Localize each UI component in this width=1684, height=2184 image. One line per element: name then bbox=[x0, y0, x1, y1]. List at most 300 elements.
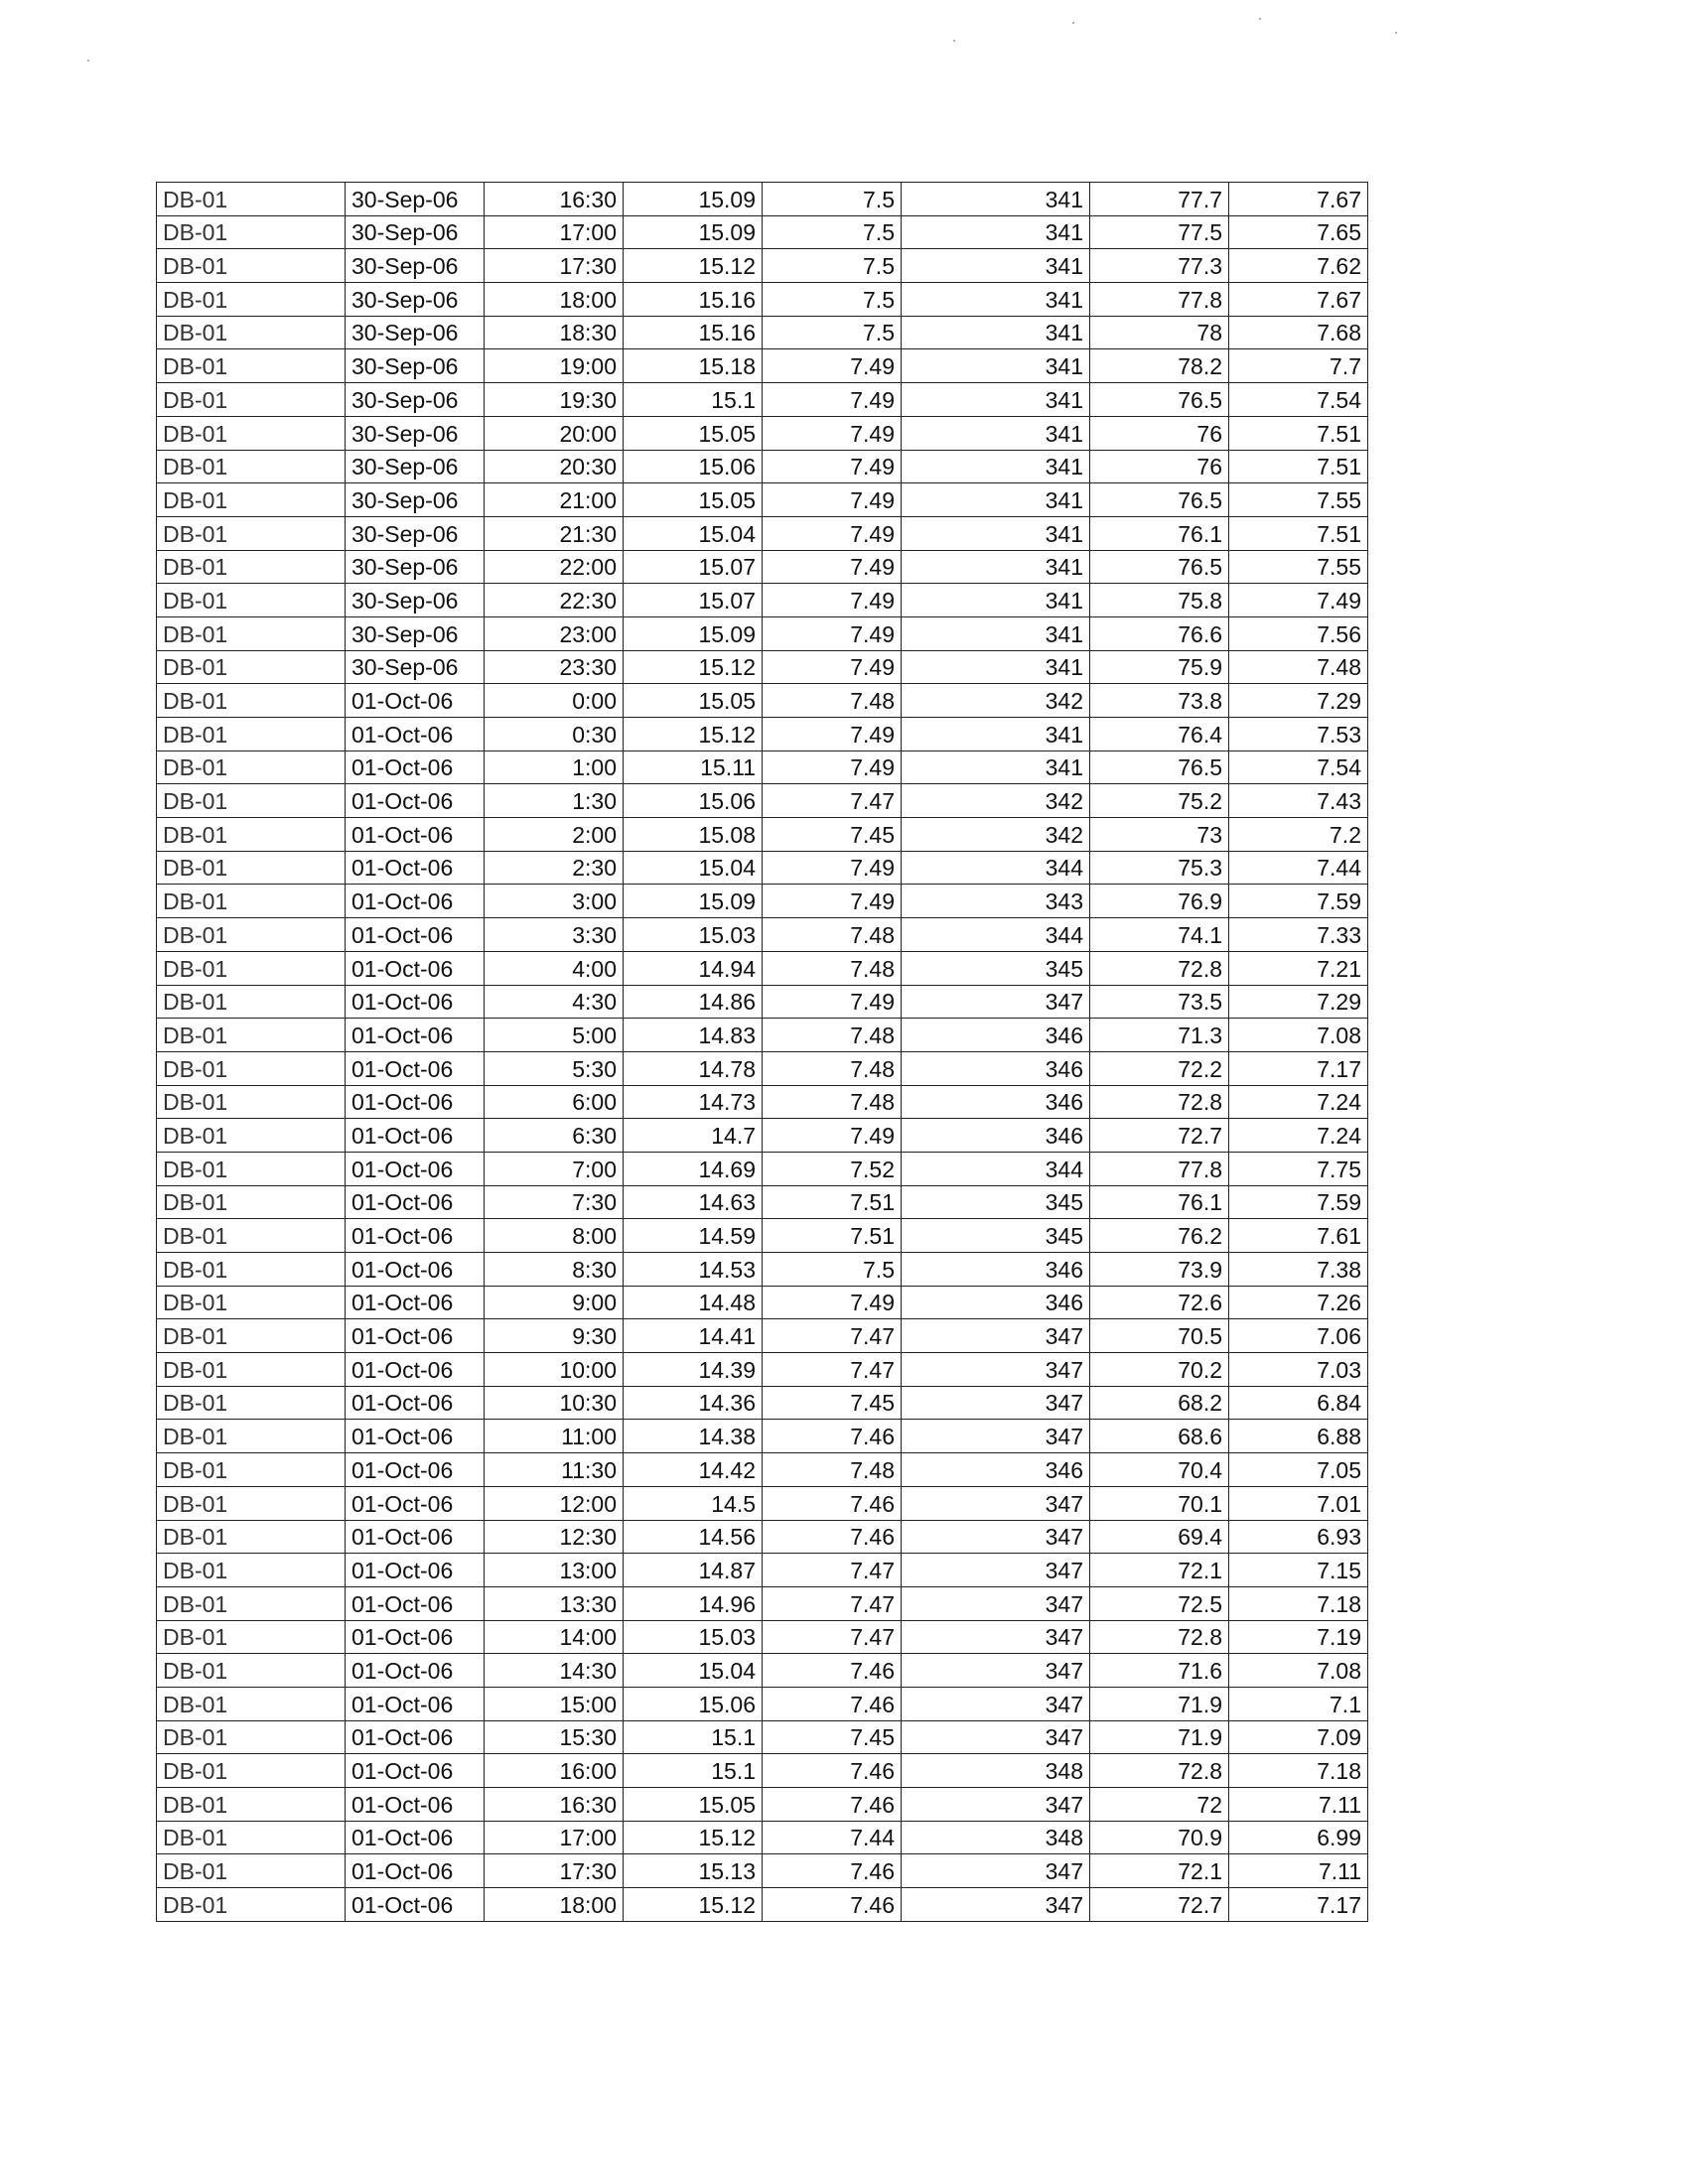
time-cell: 8:30 bbox=[485, 1253, 624, 1287]
value4-cell: 70.5 bbox=[1090, 1319, 1229, 1353]
table-row bbox=[157, 1486, 1368, 1520]
table-row bbox=[157, 1788, 1368, 1822]
value1-cell: 15.12 bbox=[624, 1888, 763, 1922]
value5-cell: 7.55 bbox=[1229, 483, 1368, 517]
station-cell: DB-01 bbox=[157, 1420, 346, 1453]
value3-cell: 341 bbox=[902, 450, 1090, 483]
value4-cell: 77.8 bbox=[1090, 283, 1229, 317]
value4-cell: 71.9 bbox=[1090, 1687, 1229, 1720]
value4-cell: 78 bbox=[1090, 316, 1229, 349]
table-row bbox=[157, 951, 1368, 985]
value3-cell: 346 bbox=[902, 1453, 1090, 1487]
value3-cell: 347 bbox=[902, 1554, 1090, 1587]
value2-cell: 7.51 bbox=[763, 1185, 902, 1219]
value4-cell: 76.5 bbox=[1090, 751, 1229, 784]
value5-cell: 7.48 bbox=[1229, 650, 1368, 684]
value1-cell: 14.78 bbox=[624, 1051, 763, 1085]
time-cell: 3:00 bbox=[485, 885, 624, 918]
value1-cell: 14.86 bbox=[624, 985, 763, 1019]
table-row bbox=[157, 1019, 1368, 1052]
date-cell: 01-Oct-06 bbox=[346, 1520, 485, 1554]
value3-cell: 347 bbox=[902, 1788, 1090, 1822]
value2-cell: 7.49 bbox=[763, 349, 902, 383]
value4-cell: 72.7 bbox=[1090, 1888, 1229, 1922]
value5-cell: 7.67 bbox=[1229, 183, 1368, 216]
value3-cell: 347 bbox=[902, 1353, 1090, 1387]
value5-cell: 7.19 bbox=[1229, 1620, 1368, 1654]
date-cell: 01-Oct-06 bbox=[346, 1152, 485, 1185]
value5-cell: 7.09 bbox=[1229, 1720, 1368, 1754]
value2-cell: 7.49 bbox=[763, 483, 902, 517]
station-cell: DB-01 bbox=[157, 1286, 346, 1319]
time-cell: 15:00 bbox=[485, 1687, 624, 1720]
station-cell: DB-01 bbox=[157, 1520, 346, 1554]
table-row bbox=[157, 1687, 1368, 1720]
value2-cell: 7.48 bbox=[763, 1085, 902, 1119]
time-cell: 18:30 bbox=[485, 316, 624, 349]
time-cell: 13:00 bbox=[485, 1554, 624, 1587]
date-cell: 01-Oct-06 bbox=[346, 885, 485, 918]
value5-cell: 7.7 bbox=[1229, 349, 1368, 383]
value4-cell: 71.6 bbox=[1090, 1654, 1229, 1688]
date-cell: 01-Oct-06 bbox=[346, 718, 485, 751]
value4-cell: 68.2 bbox=[1090, 1386, 1229, 1420]
value4-cell: 72.1 bbox=[1090, 1554, 1229, 1587]
value3-cell: 345 bbox=[902, 951, 1090, 985]
value2-cell: 7.48 bbox=[763, 684, 902, 718]
table-row bbox=[157, 1219, 1368, 1253]
station-cell: DB-01 bbox=[157, 918, 346, 952]
value5-cell: 7.65 bbox=[1229, 215, 1368, 249]
value5-cell: 7.53 bbox=[1229, 718, 1368, 751]
value2-cell: 7.49 bbox=[763, 1286, 902, 1319]
table-row bbox=[157, 1353, 1368, 1387]
table-row bbox=[157, 383, 1368, 417]
value3-cell: 344 bbox=[902, 851, 1090, 885]
value5-cell: 7.49 bbox=[1229, 584, 1368, 617]
value3-cell: 341 bbox=[902, 516, 1090, 550]
time-cell: 16:30 bbox=[485, 1788, 624, 1822]
value1-cell: 15.06 bbox=[624, 450, 763, 483]
value5-cell: 7.51 bbox=[1229, 516, 1368, 550]
station-cell: DB-01 bbox=[157, 1888, 346, 1922]
time-cell: 0:30 bbox=[485, 718, 624, 751]
time-cell: 13:30 bbox=[485, 1586, 624, 1620]
date-cell: 01-Oct-06 bbox=[346, 1051, 485, 1085]
time-cell: 9:30 bbox=[485, 1319, 624, 1353]
time-cell: 16:00 bbox=[485, 1754, 624, 1788]
value4-cell: 71.3 bbox=[1090, 1019, 1229, 1052]
value5-cell: 7.26 bbox=[1229, 1286, 1368, 1319]
station-cell: DB-01 bbox=[157, 550, 346, 584]
value5-cell: 6.84 bbox=[1229, 1386, 1368, 1420]
value5-cell: 7.29 bbox=[1229, 684, 1368, 718]
value5-cell: 7.11 bbox=[1229, 1854, 1368, 1888]
station-cell: DB-01 bbox=[157, 349, 346, 383]
value5-cell: 7.21 bbox=[1229, 951, 1368, 985]
station-cell: DB-01 bbox=[157, 1554, 346, 1587]
table-row bbox=[157, 851, 1368, 885]
table-row bbox=[157, 316, 1368, 349]
time-cell: 21:30 bbox=[485, 516, 624, 550]
value3-cell: 345 bbox=[902, 1185, 1090, 1219]
time-cell: 1:30 bbox=[485, 784, 624, 818]
value2-cell: 7.5 bbox=[763, 1253, 902, 1287]
date-cell: 30-Sep-06 bbox=[346, 183, 485, 216]
date-cell: 01-Oct-06 bbox=[346, 985, 485, 1019]
value1-cell: 15.05 bbox=[624, 684, 763, 718]
value1-cell: 14.38 bbox=[624, 1420, 763, 1453]
value3-cell: 341 bbox=[902, 383, 1090, 417]
value1-cell: 14.73 bbox=[624, 1085, 763, 1119]
station-cell: DB-01 bbox=[157, 183, 346, 216]
scan-speck bbox=[953, 40, 955, 42]
table-row bbox=[157, 1453, 1368, 1487]
value4-cell: 71.9 bbox=[1090, 1720, 1229, 1754]
table-row bbox=[157, 1888, 1368, 1922]
value4-cell: 68.6 bbox=[1090, 1420, 1229, 1453]
value5-cell: 7.75 bbox=[1229, 1152, 1368, 1185]
value3-cell: 341 bbox=[902, 483, 1090, 517]
station-cell: DB-01 bbox=[157, 1821, 346, 1854]
value3-cell: 341 bbox=[902, 751, 1090, 784]
date-cell: 01-Oct-06 bbox=[346, 918, 485, 952]
time-cell: 19:00 bbox=[485, 349, 624, 383]
station-cell: DB-01 bbox=[157, 951, 346, 985]
value2-cell: 7.49 bbox=[763, 616, 902, 650]
station-cell: DB-01 bbox=[157, 1152, 346, 1185]
time-cell: 8:00 bbox=[485, 1219, 624, 1253]
value1-cell: 15.05 bbox=[624, 416, 763, 450]
value1-cell: 15.13 bbox=[624, 1854, 763, 1888]
date-cell: 01-Oct-06 bbox=[346, 1353, 485, 1387]
time-cell: 23:00 bbox=[485, 616, 624, 650]
time-cell: 7:00 bbox=[485, 1152, 624, 1185]
value1-cell: 15.16 bbox=[624, 283, 763, 317]
table-row bbox=[157, 1520, 1368, 1554]
value1-cell: 15.09 bbox=[624, 885, 763, 918]
value1-cell: 15.06 bbox=[624, 1687, 763, 1720]
value5-cell: 7.2 bbox=[1229, 818, 1368, 852]
value2-cell: 7.46 bbox=[763, 1486, 902, 1520]
value2-cell: 7.46 bbox=[763, 1654, 902, 1688]
value3-cell: 341 bbox=[902, 416, 1090, 450]
station-cell: DB-01 bbox=[157, 483, 346, 517]
value1-cell: 14.83 bbox=[624, 1019, 763, 1052]
station-cell: DB-01 bbox=[157, 316, 346, 349]
date-cell: 01-Oct-06 bbox=[346, 1219, 485, 1253]
value5-cell: 7.18 bbox=[1229, 1754, 1368, 1788]
value1-cell: 15.03 bbox=[624, 918, 763, 952]
time-cell: 17:30 bbox=[485, 1854, 624, 1888]
value3-cell: 341 bbox=[902, 349, 1090, 383]
value3-cell: 343 bbox=[902, 885, 1090, 918]
time-cell: 17:00 bbox=[485, 215, 624, 249]
value3-cell: 347 bbox=[902, 1888, 1090, 1922]
value1-cell: 15.11 bbox=[624, 751, 763, 784]
station-cell: DB-01 bbox=[157, 215, 346, 249]
date-cell: 01-Oct-06 bbox=[346, 1085, 485, 1119]
value2-cell: 7.46 bbox=[763, 1788, 902, 1822]
value4-cell: 73.5 bbox=[1090, 985, 1229, 1019]
table-row bbox=[157, 1253, 1368, 1287]
value5-cell: 7.1 bbox=[1229, 1687, 1368, 1720]
value3-cell: 347 bbox=[902, 1620, 1090, 1654]
value5-cell: 7.03 bbox=[1229, 1353, 1368, 1387]
value4-cell: 75.3 bbox=[1090, 851, 1229, 885]
station-cell: DB-01 bbox=[157, 584, 346, 617]
date-cell: 30-Sep-06 bbox=[346, 584, 485, 617]
value2-cell: 7.47 bbox=[763, 1554, 902, 1587]
value4-cell: 74.1 bbox=[1090, 918, 1229, 952]
station-cell: DB-01 bbox=[157, 516, 346, 550]
date-cell: 30-Sep-06 bbox=[346, 450, 485, 483]
value5-cell: 7.24 bbox=[1229, 1085, 1368, 1119]
time-cell: 18:00 bbox=[485, 1888, 624, 1922]
station-cell: DB-01 bbox=[157, 818, 346, 852]
table-row bbox=[157, 516, 1368, 550]
value1-cell: 15.05 bbox=[624, 483, 763, 517]
value1-cell: 15.12 bbox=[624, 650, 763, 684]
station-cell: DB-01 bbox=[157, 1119, 346, 1153]
value5-cell: 7.54 bbox=[1229, 751, 1368, 784]
station-cell: DB-01 bbox=[157, 985, 346, 1019]
table-row bbox=[157, 483, 1368, 517]
time-cell: 21:00 bbox=[485, 483, 624, 517]
value5-cell: 6.88 bbox=[1229, 1420, 1368, 1453]
date-cell: 01-Oct-06 bbox=[346, 818, 485, 852]
value2-cell: 7.5 bbox=[763, 316, 902, 349]
station-cell: DB-01 bbox=[157, 1453, 346, 1487]
value3-cell: 344 bbox=[902, 1152, 1090, 1185]
scan-speck bbox=[1395, 32, 1397, 34]
value3-cell: 347 bbox=[902, 1386, 1090, 1420]
station-cell: DB-01 bbox=[157, 249, 346, 283]
date-cell: 30-Sep-06 bbox=[346, 516, 485, 550]
date-cell: 01-Oct-06 bbox=[346, 1687, 485, 1720]
value4-cell: 76.2 bbox=[1090, 1219, 1229, 1253]
value4-cell: 72.8 bbox=[1090, 1754, 1229, 1788]
value3-cell: 345 bbox=[902, 1219, 1090, 1253]
station-cell: DB-01 bbox=[157, 1754, 346, 1788]
date-cell: 30-Sep-06 bbox=[346, 550, 485, 584]
time-cell: 16:30 bbox=[485, 183, 624, 216]
time-cell: 15:30 bbox=[485, 1720, 624, 1754]
time-cell: 22:30 bbox=[485, 584, 624, 617]
table-row bbox=[157, 1386, 1368, 1420]
date-cell: 30-Sep-06 bbox=[346, 383, 485, 417]
value3-cell: 347 bbox=[902, 1586, 1090, 1620]
value1-cell: 15.09 bbox=[624, 215, 763, 249]
value4-cell: 70.4 bbox=[1090, 1453, 1229, 1487]
value3-cell: 346 bbox=[902, 1051, 1090, 1085]
value1-cell: 15.03 bbox=[624, 1620, 763, 1654]
value1-cell: 14.63 bbox=[624, 1185, 763, 1219]
value2-cell: 7.46 bbox=[763, 1854, 902, 1888]
time-cell: 7:30 bbox=[485, 1185, 624, 1219]
value5-cell: 7.43 bbox=[1229, 784, 1368, 818]
value1-cell: 15.12 bbox=[624, 1821, 763, 1854]
table-row bbox=[157, 885, 1368, 918]
value4-cell: 72.7 bbox=[1090, 1119, 1229, 1153]
value4-cell: 72.8 bbox=[1090, 951, 1229, 985]
value3-cell: 347 bbox=[902, 1720, 1090, 1754]
value3-cell: 347 bbox=[902, 1486, 1090, 1520]
time-cell: 10:30 bbox=[485, 1386, 624, 1420]
value4-cell: 76.6 bbox=[1090, 616, 1229, 650]
value2-cell: 7.48 bbox=[763, 1019, 902, 1052]
value1-cell: 14.5 bbox=[624, 1486, 763, 1520]
value5-cell: 7.51 bbox=[1229, 416, 1368, 450]
date-cell: 01-Oct-06 bbox=[346, 1253, 485, 1287]
station-cell: DB-01 bbox=[157, 1854, 346, 1888]
time-cell: 20:00 bbox=[485, 416, 624, 450]
date-cell: 01-Oct-06 bbox=[346, 1386, 485, 1420]
station-cell: DB-01 bbox=[157, 1051, 346, 1085]
station-cell: DB-01 bbox=[157, 416, 346, 450]
date-cell: 01-Oct-06 bbox=[346, 1586, 485, 1620]
value4-cell: 76.9 bbox=[1090, 885, 1229, 918]
scanned-page bbox=[156, 182, 1367, 1922]
value2-cell: 7.49 bbox=[763, 584, 902, 617]
value1-cell: 15.04 bbox=[624, 516, 763, 550]
station-cell: DB-01 bbox=[157, 1620, 346, 1654]
table-row bbox=[157, 616, 1368, 650]
date-cell: 30-Sep-06 bbox=[346, 215, 485, 249]
value2-cell: 7.49 bbox=[763, 416, 902, 450]
value4-cell: 76.5 bbox=[1090, 550, 1229, 584]
station-cell: DB-01 bbox=[157, 383, 346, 417]
value4-cell: 77.3 bbox=[1090, 249, 1229, 283]
value2-cell: 7.47 bbox=[763, 1319, 902, 1353]
value4-cell: 69.4 bbox=[1090, 1520, 1229, 1554]
station-cell: DB-01 bbox=[157, 718, 346, 751]
station-cell: DB-01 bbox=[157, 1720, 346, 1754]
table-row bbox=[157, 684, 1368, 718]
value3-cell: 347 bbox=[902, 985, 1090, 1019]
date-cell: 01-Oct-06 bbox=[346, 851, 485, 885]
table-row bbox=[157, 918, 1368, 952]
value5-cell: 7.06 bbox=[1229, 1319, 1368, 1353]
date-cell: 30-Sep-06 bbox=[346, 283, 485, 317]
value2-cell: 7.49 bbox=[763, 450, 902, 483]
data-table bbox=[156, 182, 1368, 1922]
value3-cell: 347 bbox=[902, 1319, 1090, 1353]
value4-cell: 72.8 bbox=[1090, 1085, 1229, 1119]
table-row bbox=[157, 1051, 1368, 1085]
value5-cell: 7.17 bbox=[1229, 1051, 1368, 1085]
value5-cell: 7.08 bbox=[1229, 1654, 1368, 1688]
value5-cell: 7.62 bbox=[1229, 249, 1368, 283]
value5-cell: 7.59 bbox=[1229, 885, 1368, 918]
value4-cell: 76.1 bbox=[1090, 516, 1229, 550]
value5-cell: 7.08 bbox=[1229, 1019, 1368, 1052]
value1-cell: 15.09 bbox=[624, 616, 763, 650]
table-row bbox=[157, 1720, 1368, 1754]
value5-cell: 7.33 bbox=[1229, 918, 1368, 952]
value4-cell: 73.8 bbox=[1090, 684, 1229, 718]
table-row bbox=[157, 584, 1368, 617]
value4-cell: 77.7 bbox=[1090, 183, 1229, 216]
value1-cell: 14.69 bbox=[624, 1152, 763, 1185]
date-cell: 01-Oct-06 bbox=[346, 1754, 485, 1788]
value1-cell: 14.39 bbox=[624, 1353, 763, 1387]
value2-cell: 7.46 bbox=[763, 1520, 902, 1554]
value1-cell: 15.09 bbox=[624, 183, 763, 216]
value4-cell: 73 bbox=[1090, 818, 1229, 852]
value3-cell: 346 bbox=[902, 1286, 1090, 1319]
table-row bbox=[157, 1119, 1368, 1153]
value2-cell: 7.46 bbox=[763, 1687, 902, 1720]
value4-cell: 76.1 bbox=[1090, 1185, 1229, 1219]
value4-cell: 72.8 bbox=[1090, 1620, 1229, 1654]
table-row bbox=[157, 1185, 1368, 1219]
value3-cell: 346 bbox=[902, 1119, 1090, 1153]
value3-cell: 348 bbox=[902, 1754, 1090, 1788]
table-row bbox=[157, 215, 1368, 249]
table-row bbox=[157, 1586, 1368, 1620]
time-cell: 17:00 bbox=[485, 1821, 624, 1854]
value1-cell: 15.05 bbox=[624, 1788, 763, 1822]
time-cell: 3:30 bbox=[485, 918, 624, 952]
value1-cell: 15.07 bbox=[624, 550, 763, 584]
table-row bbox=[157, 1654, 1368, 1688]
station-cell: DB-01 bbox=[157, 1319, 346, 1353]
time-cell: 4:00 bbox=[485, 951, 624, 985]
station-cell: DB-01 bbox=[157, 1654, 346, 1688]
value4-cell: 76 bbox=[1090, 450, 1229, 483]
table-row bbox=[157, 1085, 1368, 1119]
station-cell: DB-01 bbox=[157, 1219, 346, 1253]
table-row bbox=[157, 784, 1368, 818]
value1-cell: 14.87 bbox=[624, 1554, 763, 1587]
value5-cell: 7.55 bbox=[1229, 550, 1368, 584]
time-cell: 17:30 bbox=[485, 249, 624, 283]
value2-cell: 7.51 bbox=[763, 1219, 902, 1253]
value4-cell: 72 bbox=[1090, 1788, 1229, 1822]
date-cell: 30-Sep-06 bbox=[346, 483, 485, 517]
date-cell: 01-Oct-06 bbox=[346, 1119, 485, 1153]
value5-cell: 7.24 bbox=[1229, 1119, 1368, 1153]
date-cell: 30-Sep-06 bbox=[346, 650, 485, 684]
time-cell: 2:30 bbox=[485, 851, 624, 885]
value2-cell: 7.49 bbox=[763, 851, 902, 885]
time-cell: 5:00 bbox=[485, 1019, 624, 1052]
station-cell: DB-01 bbox=[157, 885, 346, 918]
value1-cell: 14.96 bbox=[624, 1586, 763, 1620]
value1-cell: 14.48 bbox=[624, 1286, 763, 1319]
value5-cell: 7.54 bbox=[1229, 383, 1368, 417]
station-cell: DB-01 bbox=[157, 1185, 346, 1219]
value1-cell: 14.56 bbox=[624, 1520, 763, 1554]
station-cell: DB-01 bbox=[157, 1253, 346, 1287]
time-cell: 14:30 bbox=[485, 1654, 624, 1688]
value3-cell: 341 bbox=[902, 283, 1090, 317]
date-cell: 01-Oct-06 bbox=[346, 951, 485, 985]
value4-cell: 76.5 bbox=[1090, 383, 1229, 417]
date-cell: 01-Oct-06 bbox=[346, 784, 485, 818]
date-cell: 01-Oct-06 bbox=[346, 1286, 485, 1319]
table-row bbox=[157, 1420, 1368, 1453]
station-cell: DB-01 bbox=[157, 1085, 346, 1119]
value3-cell: 342 bbox=[902, 818, 1090, 852]
value3-cell: 341 bbox=[902, 616, 1090, 650]
table-row bbox=[157, 283, 1368, 317]
station-cell: DB-01 bbox=[157, 784, 346, 818]
date-cell: 01-Oct-06 bbox=[346, 1319, 485, 1353]
station-cell: DB-01 bbox=[157, 1788, 346, 1822]
date-cell: 30-Sep-06 bbox=[346, 616, 485, 650]
